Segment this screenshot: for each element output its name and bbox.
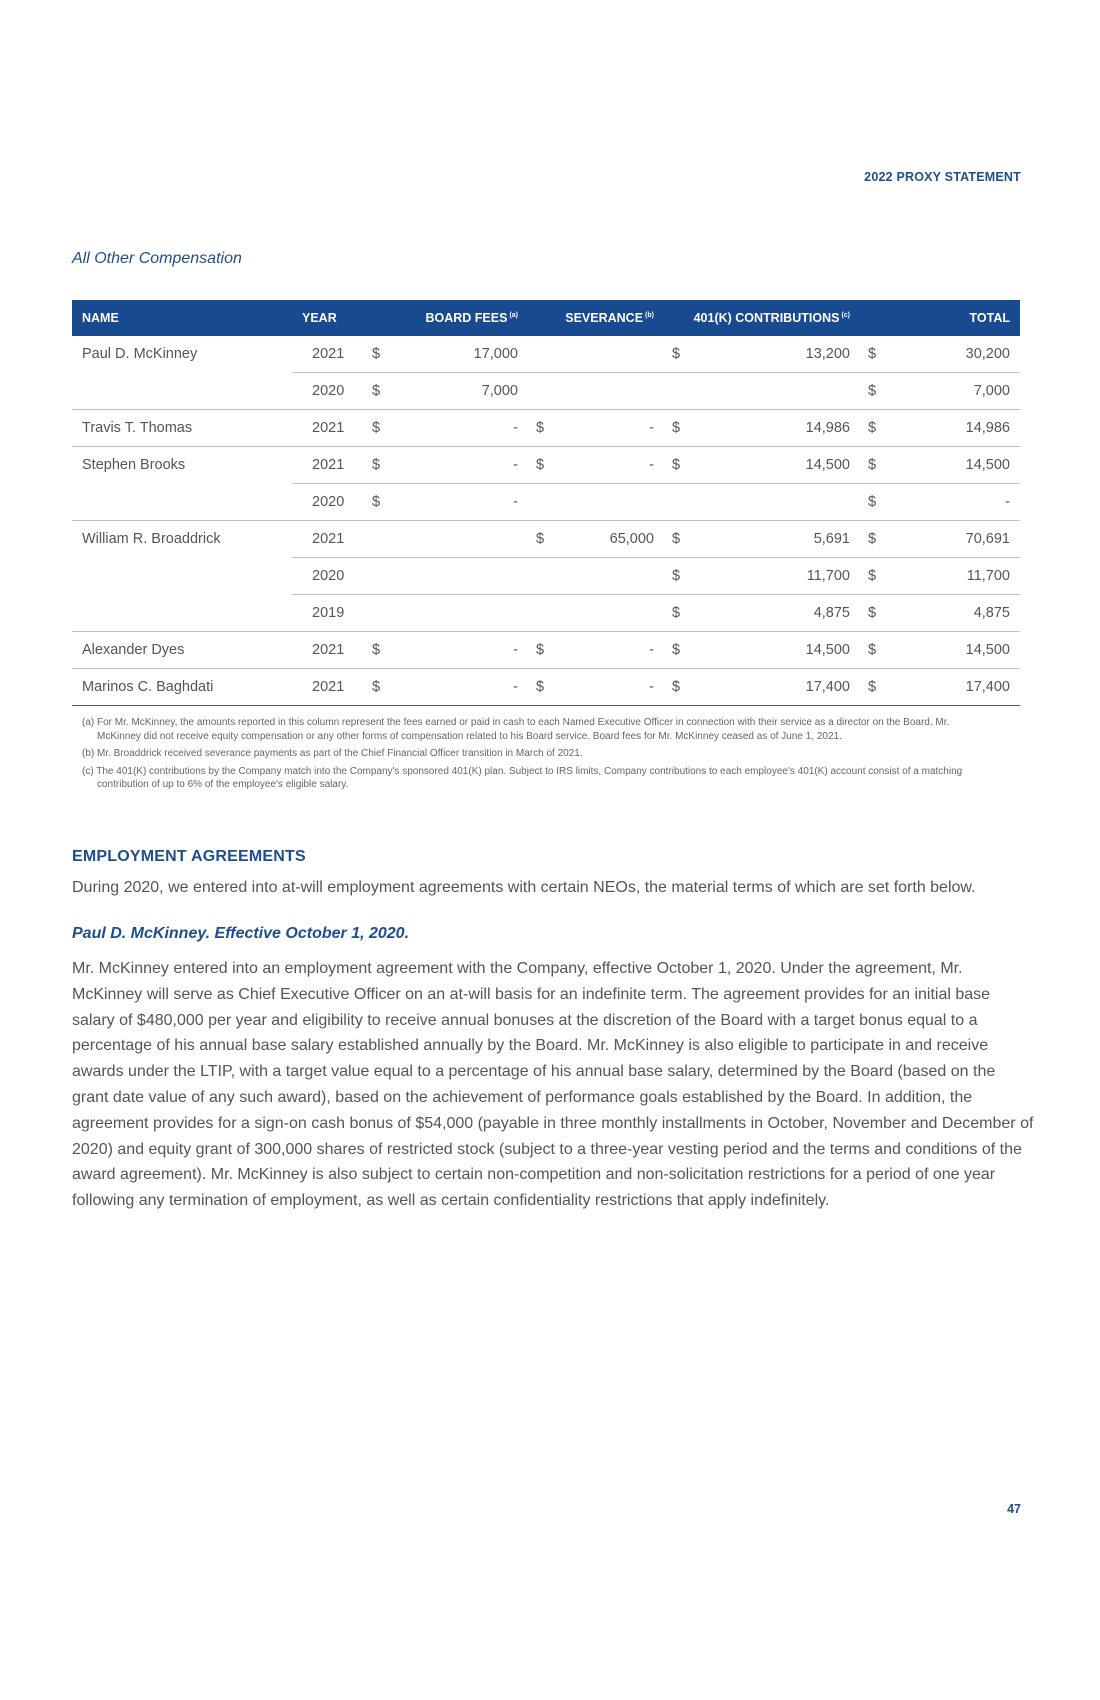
cell-total-currency: $ bbox=[860, 632, 886, 669]
col-header-severance: SEVERANCE $^{(b)}$ bbox=[528, 300, 664, 336]
cell-total: - bbox=[886, 484, 1020, 521]
cell-total: 70,691 bbox=[886, 521, 1020, 558]
col-header-board-fees: BOARD FEES $^{(a)}$ bbox=[364, 300, 528, 336]
cell-contributions-currency: $ bbox=[664, 521, 690, 558]
cell-total: 17,400 bbox=[886, 669, 1020, 706]
cell-year: 2020 bbox=[292, 373, 364, 410]
cell-contributions-currency: $ bbox=[664, 447, 690, 484]
employment-body: Mr. McKinney entered into an employment agreement with the Company, effective October 1, 2020. Under the agreement, Mr. McKinney will serve as Chief Executive Officer on an at-will basis for an indefinite term. The agreement provides for an initial base salary of $480,000 per year and eligibility to receive annual bonuses at the discretion of the Board with a target bonus equal to a percentage of his annual base salary established annually by the Board. Mr. McKinney is also eligible to participate in and receive awards under the LTIP, with a target value equal to a percentage of his annual base salary, determined by the Board (based on the grant date value of any such award), based on the achievement of performance goals established by the Board. In addition, the agreement provides for a sign-on cash bonus of $54,000 (payable in three monthly installments in October, November and December of 2020) and equity grant of 300,000 shares of restricted stock (subject to a three-year vesting period and the terms and conditions of the award agreement). Mr. McKinney is also subject to certain non-competition and non-solicitation restrictions for a period of one year following any termination of employment, as well as certain confidentiality restrictions that apply indefinitely. bbox=[72, 960, 1034, 1210]
cell-board-fees: 17,000 bbox=[390, 336, 528, 373]
cell-board-fees: - bbox=[390, 632, 528, 669]
cell-board-fees-currency: $ bbox=[364, 632, 390, 669]
cell-name bbox=[72, 484, 292, 521]
cell-severance-currency: $ bbox=[528, 410, 554, 447]
cell-year: 2020 bbox=[292, 558, 364, 595]
cell-contributions-currency: $ bbox=[664, 669, 690, 706]
cell-severance-currency: $ bbox=[528, 447, 554, 484]
cell-total: 14,986 bbox=[886, 410, 1020, 447]
footnotes bbox=[82, 716, 992, 796]
compensation-table bbox=[72, 300, 1020, 706]
cell-board-fees bbox=[390, 558, 528, 595]
cell-board-fees bbox=[390, 521, 528, 558]
cell-board-fees-currency bbox=[364, 595, 390, 632]
cell-board-fees-currency: $ bbox=[364, 410, 390, 447]
cell-name: Stephen Brooks bbox=[82, 457, 186, 474]
cell-severance-currency bbox=[528, 373, 554, 410]
cell-year: 2021 bbox=[292, 669, 364, 706]
cell-total-currency: $ bbox=[860, 521, 886, 558]
cell-total-currency: $ bbox=[860, 669, 886, 706]
cell-total: 4,875 bbox=[886, 595, 1020, 632]
cell-total-currency: $ bbox=[860, 336, 886, 373]
table-header-row bbox=[72, 300, 1020, 336]
cell-total: 30,200 bbox=[886, 336, 1020, 373]
cell-name: Marinos C. Baghdati bbox=[72, 669, 292, 706]
cell-severance: 65,000 bbox=[554, 521, 664, 558]
col-header-contributions: 401(K) CONTRIBUTIONS $^{(c)}$ bbox=[664, 300, 860, 336]
cell-contributions-currency: $ bbox=[664, 558, 690, 595]
cell-total-currency: $ bbox=[860, 373, 886, 410]
cell-severance: - bbox=[554, 632, 664, 669]
cell-contributions: 17,400 bbox=[690, 669, 860, 706]
cell-contributions-currency: $ bbox=[664, 632, 690, 669]
cell-year: 2021 bbox=[292, 336, 364, 373]
footnote-b: (b) Mr. Broaddrick received severance payments as part of the Chief Financial Officer transition in March of 2021. bbox=[82, 748, 583, 759]
cell-contributions bbox=[690, 373, 860, 410]
cell-name: William R. Broaddrick bbox=[82, 531, 221, 548]
cell-severance bbox=[554, 595, 664, 632]
cell-year: 2019 bbox=[292, 595, 364, 632]
cell-total: 7,000 bbox=[886, 373, 1020, 410]
cell-severance bbox=[554, 558, 664, 595]
cell-board-fees-currency: $ bbox=[364, 373, 390, 410]
section-title: All Other Compensation bbox=[72, 250, 242, 267]
cell-severance bbox=[554, 484, 664, 521]
cell-board-fees: 7,000 bbox=[390, 373, 528, 410]
table-row bbox=[72, 484, 1020, 521]
cell-year: 2021 bbox=[292, 410, 364, 447]
table-row bbox=[72, 558, 1020, 595]
cell-total-currency: $ bbox=[860, 595, 886, 632]
cell-name bbox=[72, 558, 292, 595]
cell-total: 14,500 bbox=[886, 447, 1020, 484]
cell-contributions-currency: $ bbox=[664, 595, 690, 632]
cell-board-fees: - bbox=[390, 669, 528, 706]
cell-total-currency: $ bbox=[860, 447, 886, 484]
cell-contributions bbox=[690, 484, 860, 521]
cell-board-fees bbox=[390, 595, 528, 632]
cell-total-currency: $ bbox=[860, 484, 886, 521]
cell-severance-currency bbox=[528, 336, 554, 373]
col-header-year: YEAR bbox=[292, 300, 364, 336]
cell-year: 2020 bbox=[292, 484, 364, 521]
cell-severance-currency bbox=[528, 595, 554, 632]
cell-name bbox=[72, 373, 292, 410]
cell-name: Paul D. McKinney bbox=[82, 346, 198, 363]
cell-total: 14,500 bbox=[886, 632, 1020, 669]
cell-contributions: 4,875 bbox=[690, 595, 860, 632]
cell-severance-currency bbox=[528, 558, 554, 595]
cell-severance bbox=[554, 373, 664, 410]
cell-severance: - bbox=[554, 669, 664, 706]
page-number: 47 bbox=[1007, 1502, 1021, 1516]
cell-contributions-currency bbox=[664, 484, 690, 521]
table-row bbox=[72, 373, 1020, 410]
cell-year: 2021 bbox=[292, 521, 364, 558]
cell-board-fees: - bbox=[390, 484, 528, 521]
cell-severance-currency: $ bbox=[528, 669, 554, 706]
cell-severance: - bbox=[554, 447, 664, 484]
cell-name bbox=[72, 595, 292, 632]
cell-severance-currency bbox=[528, 484, 554, 521]
col-header-total: TOTAL bbox=[860, 300, 1020, 336]
cell-board-fees-currency bbox=[364, 521, 390, 558]
table-row bbox=[72, 632, 1020, 669]
table-row bbox=[72, 521, 1020, 558]
footnote-c: (c) The 401(K) contributions by the Company match into the Company's sponsored 401(K) plan. Subject to IRS limits, Company contributions to each employee's 401(K) account consist of a matching contribution of up to 6% of the employee's eligible salary. bbox=[82, 765, 963, 790]
cell-year: 2021 bbox=[292, 447, 364, 484]
table-row bbox=[72, 669, 1020, 706]
cell-contributions: 11,700 bbox=[690, 558, 860, 595]
cell-year: 2021 bbox=[292, 632, 364, 669]
cell-name: Alexander Dyes bbox=[72, 632, 292, 669]
table-row bbox=[72, 336, 1020, 373]
cell-contributions: 14,500 bbox=[690, 632, 860, 669]
cell-board-fees-currency: $ bbox=[364, 484, 390, 521]
table-row bbox=[72, 595, 1020, 632]
cell-board-fees-currency bbox=[364, 558, 390, 595]
cell-contributions-currency bbox=[664, 373, 690, 410]
cell-contributions: 13,200 bbox=[690, 336, 860, 373]
page-header: 2022 PROXY STATEMENT bbox=[864, 170, 1021, 184]
employment-subheading: Paul D. McKinney. Effective October 1, 2020. bbox=[72, 925, 410, 942]
cell-severance: - bbox=[554, 410, 664, 447]
cell-board-fees: - bbox=[390, 447, 528, 484]
cell-name: Travis T. Thomas bbox=[72, 410, 292, 447]
cell-board-fees-currency: $ bbox=[364, 336, 390, 373]
cell-total-currency: $ bbox=[860, 410, 886, 447]
cell-board-fees: - bbox=[390, 410, 528, 447]
cell-contributions-currency: $ bbox=[664, 410, 690, 447]
cell-severance-currency: $ bbox=[528, 632, 554, 669]
cell-contributions: 14,500 bbox=[690, 447, 860, 484]
employment-agreements-heading: EMPLOYMENT AGREEMENTS bbox=[72, 848, 306, 865]
col-header-name: NAME bbox=[72, 300, 292, 336]
cell-contributions-currency: $ bbox=[664, 336, 690, 373]
cell-contributions: 5,691 bbox=[690, 521, 860, 558]
cell-total-currency: $ bbox=[860, 558, 886, 595]
cell-contributions: 14,986 bbox=[690, 410, 860, 447]
cell-board-fees-currency: $ bbox=[364, 669, 390, 706]
cell-total: 11,700 bbox=[886, 558, 1020, 595]
table-row bbox=[72, 447, 1020, 484]
footnote-a: (a) For Mr. McKinney, the amounts reported in this column represent the fees earned or paid in cash to each Named Executive Officer in connection with their service as a director on the Board. Mr. McKinney did not receive equity compensation or any other forms of compensation related to his Board service. Board fees for Mr. McKinney ceased as of June 1, 2021. bbox=[82, 717, 950, 742]
table-row bbox=[72, 410, 1020, 447]
cell-board-fees-currency: $ bbox=[364, 447, 390, 484]
cell-severance-currency: $ bbox=[528, 521, 554, 558]
cell-severance bbox=[554, 336, 664, 373]
employment-intro: During 2020, we entered into at-will employment agreements with certain NEOs, the material terms of which are set forth below. bbox=[72, 879, 976, 896]
